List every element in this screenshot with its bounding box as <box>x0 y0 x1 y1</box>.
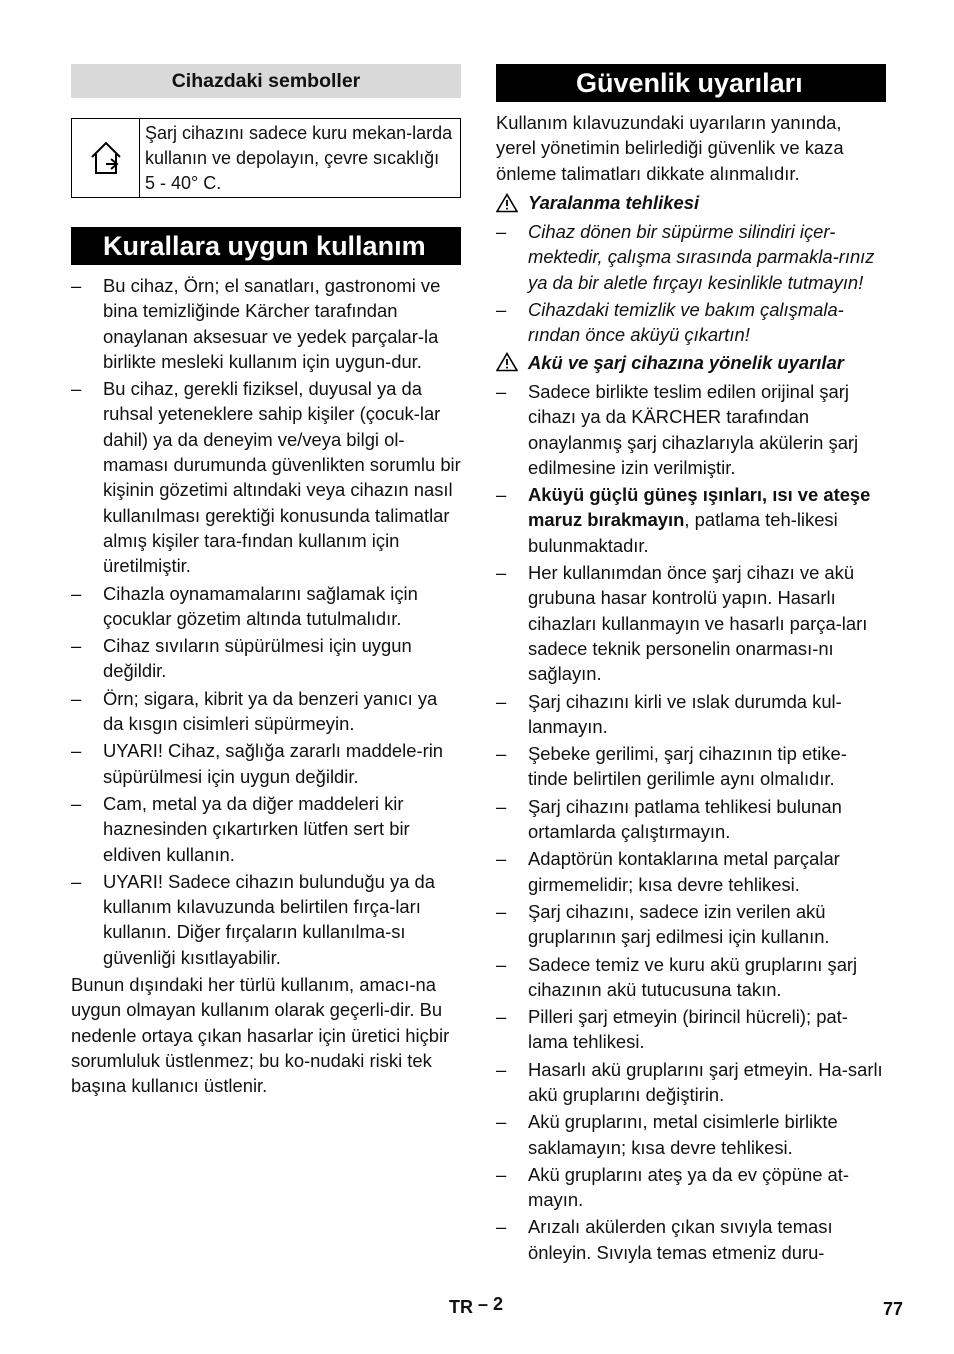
dash: – <box>71 582 82 604</box>
dash: – <box>496 484 507 506</box>
list-item: – Aküyü güçlü güneş ışınları, ısı ve ateşe maruz bırakmayın, patlama teh-likesi bulunmaktadır. <box>496 484 871 556</box>
dash: – <box>496 1058 507 1080</box>
list-item: – Cihazla oynamamalarını sağlamak için çocuklar gözetim altında tutulmalıdır. <box>71 582 418 629</box>
dash: – <box>71 740 82 762</box>
list-item: – Akü gruplarını, metal cisimlerle birlikte saklamayın; kısa devre tehlikesi. <box>496 1111 838 1158</box>
list-item: – Şarj cihazını, sadece izin verilen akü gruplarının şarj edilmesi için kullanın. <box>496 900 830 948</box>
list-item: – Pilleri şarj etmeyin (birincil hücreli); pat-lama tehlikesi. <box>496 1006 848 1053</box>
injury-warning-heading <box>496 190 886 215</box>
dash: – <box>496 743 507 765</box>
usage-list <box>71 273 461 970</box>
left-column <box>71 64 461 1099</box>
list-item: – Her kullanımdan önce şarj cihazı ve akü grubuna hasar kontrolü yapın. Hasarlı cihazları kullanmayın ve hasarlı parça-ları sadece teknik personelin onarması-nı sağlayın. <box>496 562 868 685</box>
dash: – <box>496 690 507 712</box>
footer-section-label <box>449 1294 504 1318</box>
battery-heading-text: Akü ve şarj cihazına yönelik uyarılar <box>528 351 844 373</box>
list-item: – Örn; sigara, kibrit ya da benzeri yanıcı ya da kısgın cisimleri süpürmeyin. <box>71 687 438 735</box>
dash: – <box>496 953 507 975</box>
list-item: – Şarj cihazını kirli ve ıslak durumda kul-lanmayın. <box>496 690 842 737</box>
symbol-table <box>71 118 461 198</box>
safety-intro: Kullanım kılavuzundaki uyarıların yanında, yerel yönetimin belirlediği güvenlik ve kaza önleme talimatları dikkate alınmalıdır. <box>496 112 844 184</box>
dash: – <box>71 687 82 709</box>
dash: – <box>496 380 507 402</box>
warning-triangle-icon <box>496 193 518 213</box>
dash: – <box>71 635 82 657</box>
injury-heading-text: Yaralanma tehlikesi <box>528 191 700 213</box>
list-item: – UYARI! Cihaz, sağlığa zararlı maddele-rin süpürülmesi için uygun değildir. <box>71 740 444 787</box>
dash: – <box>496 562 507 584</box>
symbol-description: Şarj cihazını sadece kuru mekan-larda kullanın ve depolayın, çevre sıcaklığı 5 - 40° C. <box>145 122 453 193</box>
right-column <box>496 64 886 1267</box>
list-item: – Cihazdaki temizlik ve bakım çalışmala-rından önce aküyü çıkartın! <box>496 299 844 346</box>
list-item: – Cihaz dönen bir süpürme silindiri içer-mektedir, çalışma sırasında parmakla-rınız ya da bir aletle fırçayı kesinlikle tutmayın! <box>496 221 875 293</box>
dash: – <box>71 870 82 892</box>
dash: – <box>496 1006 507 1028</box>
list-item: – Cihaz sıvıların süpürülmesi için uygun değildir. <box>71 635 412 682</box>
footer-section: – 2 <box>478 1294 504 1314</box>
list-item: – Hasarlı akü gruplarını şarj etmeyin. Ha-sarlı akü gruplarını değiştirin. <box>496 1058 883 1105</box>
dash: – <box>496 299 507 321</box>
footer-lang: TR <box>449 1297 473 1317</box>
battery-list <box>496 379 886 1265</box>
usage-heading: Kurallara uygun kullanım <box>71 227 461 265</box>
dash: – <box>496 1216 507 1238</box>
list-item: – UYARI! Sadece cihazın bulunduğu ya da kullanım kılavuzunda belirtilen fırça-ları kullanın. Diğer fırçaların kullanılma-sı güvenliği kısıtlayabilir. <box>71 870 435 968</box>
dash: – <box>71 792 82 814</box>
list-item: – Adaptörün kontaklarına metal parçalar girmemelidir; kısa devre tehlikesi. <box>496 848 840 895</box>
list-item: – Sadece temiz ve kuru akü gruplarını şarj cihazının akü tutucusuna takın. <box>496 953 858 1000</box>
list-item: – Akü gruplarını ateş ya da ev çöpüne at-mayın. <box>496 1163 850 1211</box>
indoor-house-icon <box>72 119 140 197</box>
dash: – <box>496 795 507 817</box>
dash: – <box>71 275 82 296</box>
dash: – <box>496 221 507 243</box>
closing-paragraph: Bunun dışındaki her türlü kullanım, amacı-na uygun olmayan kullanım olarak geçerli-dir. Bu nedenle ortaya çıkan hasarlar için üretici hiçbir sorumluluk üstlenmez; bu ko-nudaki riski tek başına kullanıcı üstlenir. <box>71 974 450 1097</box>
list-item: – Cam, metal ya da diğer maddeleri kir haznesinden çıkartırken lütfen sert bir eldiven kullanın. <box>71 792 410 865</box>
dash: – <box>71 378 82 400</box>
safety-heading: Güvenlik uyarıları <box>496 64 886 102</box>
battery-warning-heading <box>496 350 886 375</box>
list-item: – Şarj cihazını patlama tehlikesi bulunan ortamlarda çalıştırmayın. <box>496 795 842 843</box>
list-item: – Bu cihaz, gerekli fiziksel, duyusal ya da ruhsal yeteneklere sahip kişiler (çocuk-lar dahil) ya da deneyim ve/veya bilgi ol-maması durumunda güvenlikten sorumlu bir kişinin gözetimi altındaki veya cihazın nasıl kullanılması gerektiği konusunda talimatlar almış kişiler tara-fından kullanım için üretilmiştir. <box>71 378 461 577</box>
page-number: 77 <box>883 1299 904 1319</box>
warning-triangle-icon <box>496 352 518 372</box>
list-item: – Şebeke gerilimi, şarj cihazının tip etike-tinde belirtilen gerilimle aynı olmalıdır. <box>496 743 847 790</box>
list-item: – Sadece birlikte teslim edilen orijinal şarj cihazı ya da KÄRCHER tarafından onaylanmış şarj cihazlarıyla akülerin şarj edilmesine izin verilmiştir. <box>496 380 859 478</box>
bold-warning: Aküyü güçlü güneş ışınları, ısı ve ateşe maruz bırakmayın <box>528 484 871 531</box>
injury-list <box>496 219 886 347</box>
dash: – <box>496 1163 507 1185</box>
symbols-heading: Cihazdaki semboller <box>71 64 461 98</box>
dash: – <box>496 900 507 922</box>
dash: – <box>496 848 507 870</box>
dash: – <box>496 1111 507 1133</box>
list-item: – Bu cihaz, Örn; el sanatları, gastronomi ve bina temizliğinde Kärcher tarafından onaylanan aksesuar ve yedek parçalar-la birlikte mesleki kullanım için uygun-dur. <box>71 275 441 372</box>
list-item: – Arızalı akülerden çıkan sıvıyla teması önleyin. Sıvıyla temas etmeniz duru- <box>496 1216 833 1263</box>
